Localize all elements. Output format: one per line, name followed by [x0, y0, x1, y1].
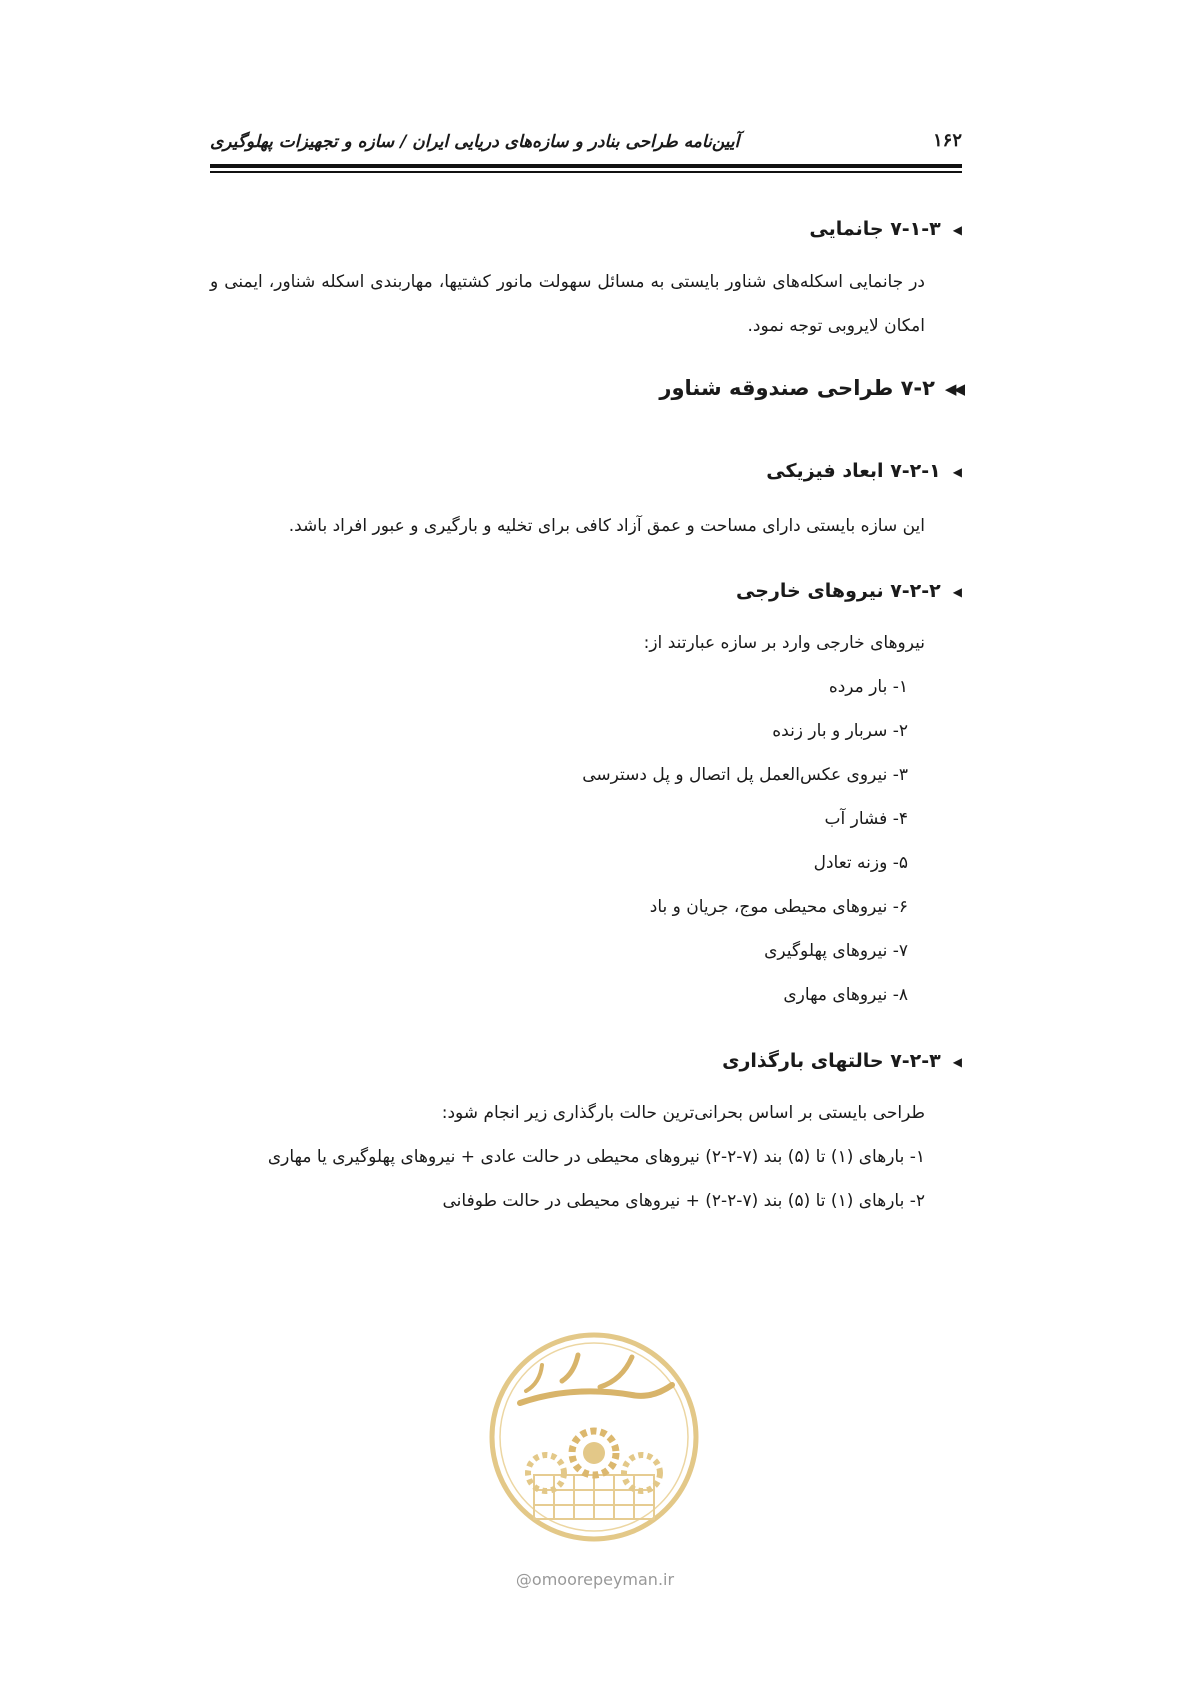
watermark-logo-icon	[482, 1325, 706, 1565]
list-item: ۲- سربار و بار زنده	[772, 721, 908, 741]
triangle-bullet-icon: ◀	[952, 222, 962, 237]
double-triangle-bullet-icon: ◀◀	[944, 380, 962, 398]
list-item: ۱- بار مرده	[828, 677, 908, 697]
list-item: ۴- فشار آب	[824, 809, 908, 829]
intro-7-2-3: طراحی بایستی بر اساس بحرانی‌ترین حالت بارگذاری زیر انجام شود:	[441, 1103, 925, 1123]
list-item: ۶- نیروهای محیطی موج، جریان و باد	[649, 897, 908, 917]
paragraph-7-1-3: در جانمایی اسکله‌های شناور بایستی به مسائل سهولت مانور کشتیها، مهاربندی اسکله شناور، ایمنی و امکان لایروبی توجه نمود.	[210, 272, 925, 336]
header-title: آیین‌نامه طراحی بنادر و سازه‌های دریایی ایران / سازه و تجهیزات پهلوگیری	[210, 132, 740, 152]
heading-7-2-1: ◀۷-۲-۱ ابعاد فیزیکی	[766, 460, 962, 482]
watermark-site: @omoorepeyman.ir	[515, 1570, 675, 1589]
triangle-bullet-icon: ◀	[952, 1054, 962, 1069]
watermark-at-icon: @	[515, 1570, 532, 1589]
list-item: ۲- بارهای (۱) تا (۵) بند (۷-۲-۲) + نیروهای محیطی در حالت طوفانی	[442, 1191, 925, 1211]
intro-7-2-2: نیروهای خارجی وارد بر سازه عبارتند از:	[643, 633, 925, 653]
running-header	[210, 128, 962, 158]
header-rule-thin	[210, 171, 962, 173]
list-item: ۸- نیروهای مهاری	[783, 985, 908, 1005]
list-item: ۵- وزنه تعادل	[813, 853, 908, 873]
heading-7-2-2: ◀۷-۲-۲ نیروهای خارجی	[736, 580, 962, 602]
paragraph-7-2-1: این سازه بایستی دارای مساحت و عمق آزاد کافی برای تخلیه و بارگیری و عبور افراد باشد.	[288, 516, 925, 536]
heading-7-2-3: ◀۷-۲-۳ حالتهای بارگذاری	[722, 1050, 962, 1072]
list-item: ۳- نیروی عکس‌العمل پل اتصال و پل دسترسی	[582, 765, 908, 785]
heading-7-2: ◀◀۷-۲ طراحی صندوقه شناور	[659, 376, 962, 400]
header-rule-thick	[210, 164, 962, 168]
list-item: ۱- بارهای (۱) تا (۵) بند (۷-۲-۲) نیروهای محیطی در حالت عادی + نیروهای پهلوگیری یا مهاری	[267, 1147, 925, 1167]
triangle-bullet-icon: ◀	[952, 584, 962, 599]
list-item: ۷- نیروهای پهلوگیری	[764, 941, 908, 961]
heading-7-1-3: ◀۷-۱-۳ جانمایی	[809, 218, 962, 240]
triangle-bullet-icon: ◀	[952, 464, 962, 479]
page-number: ۱۶۲	[932, 130, 962, 151]
